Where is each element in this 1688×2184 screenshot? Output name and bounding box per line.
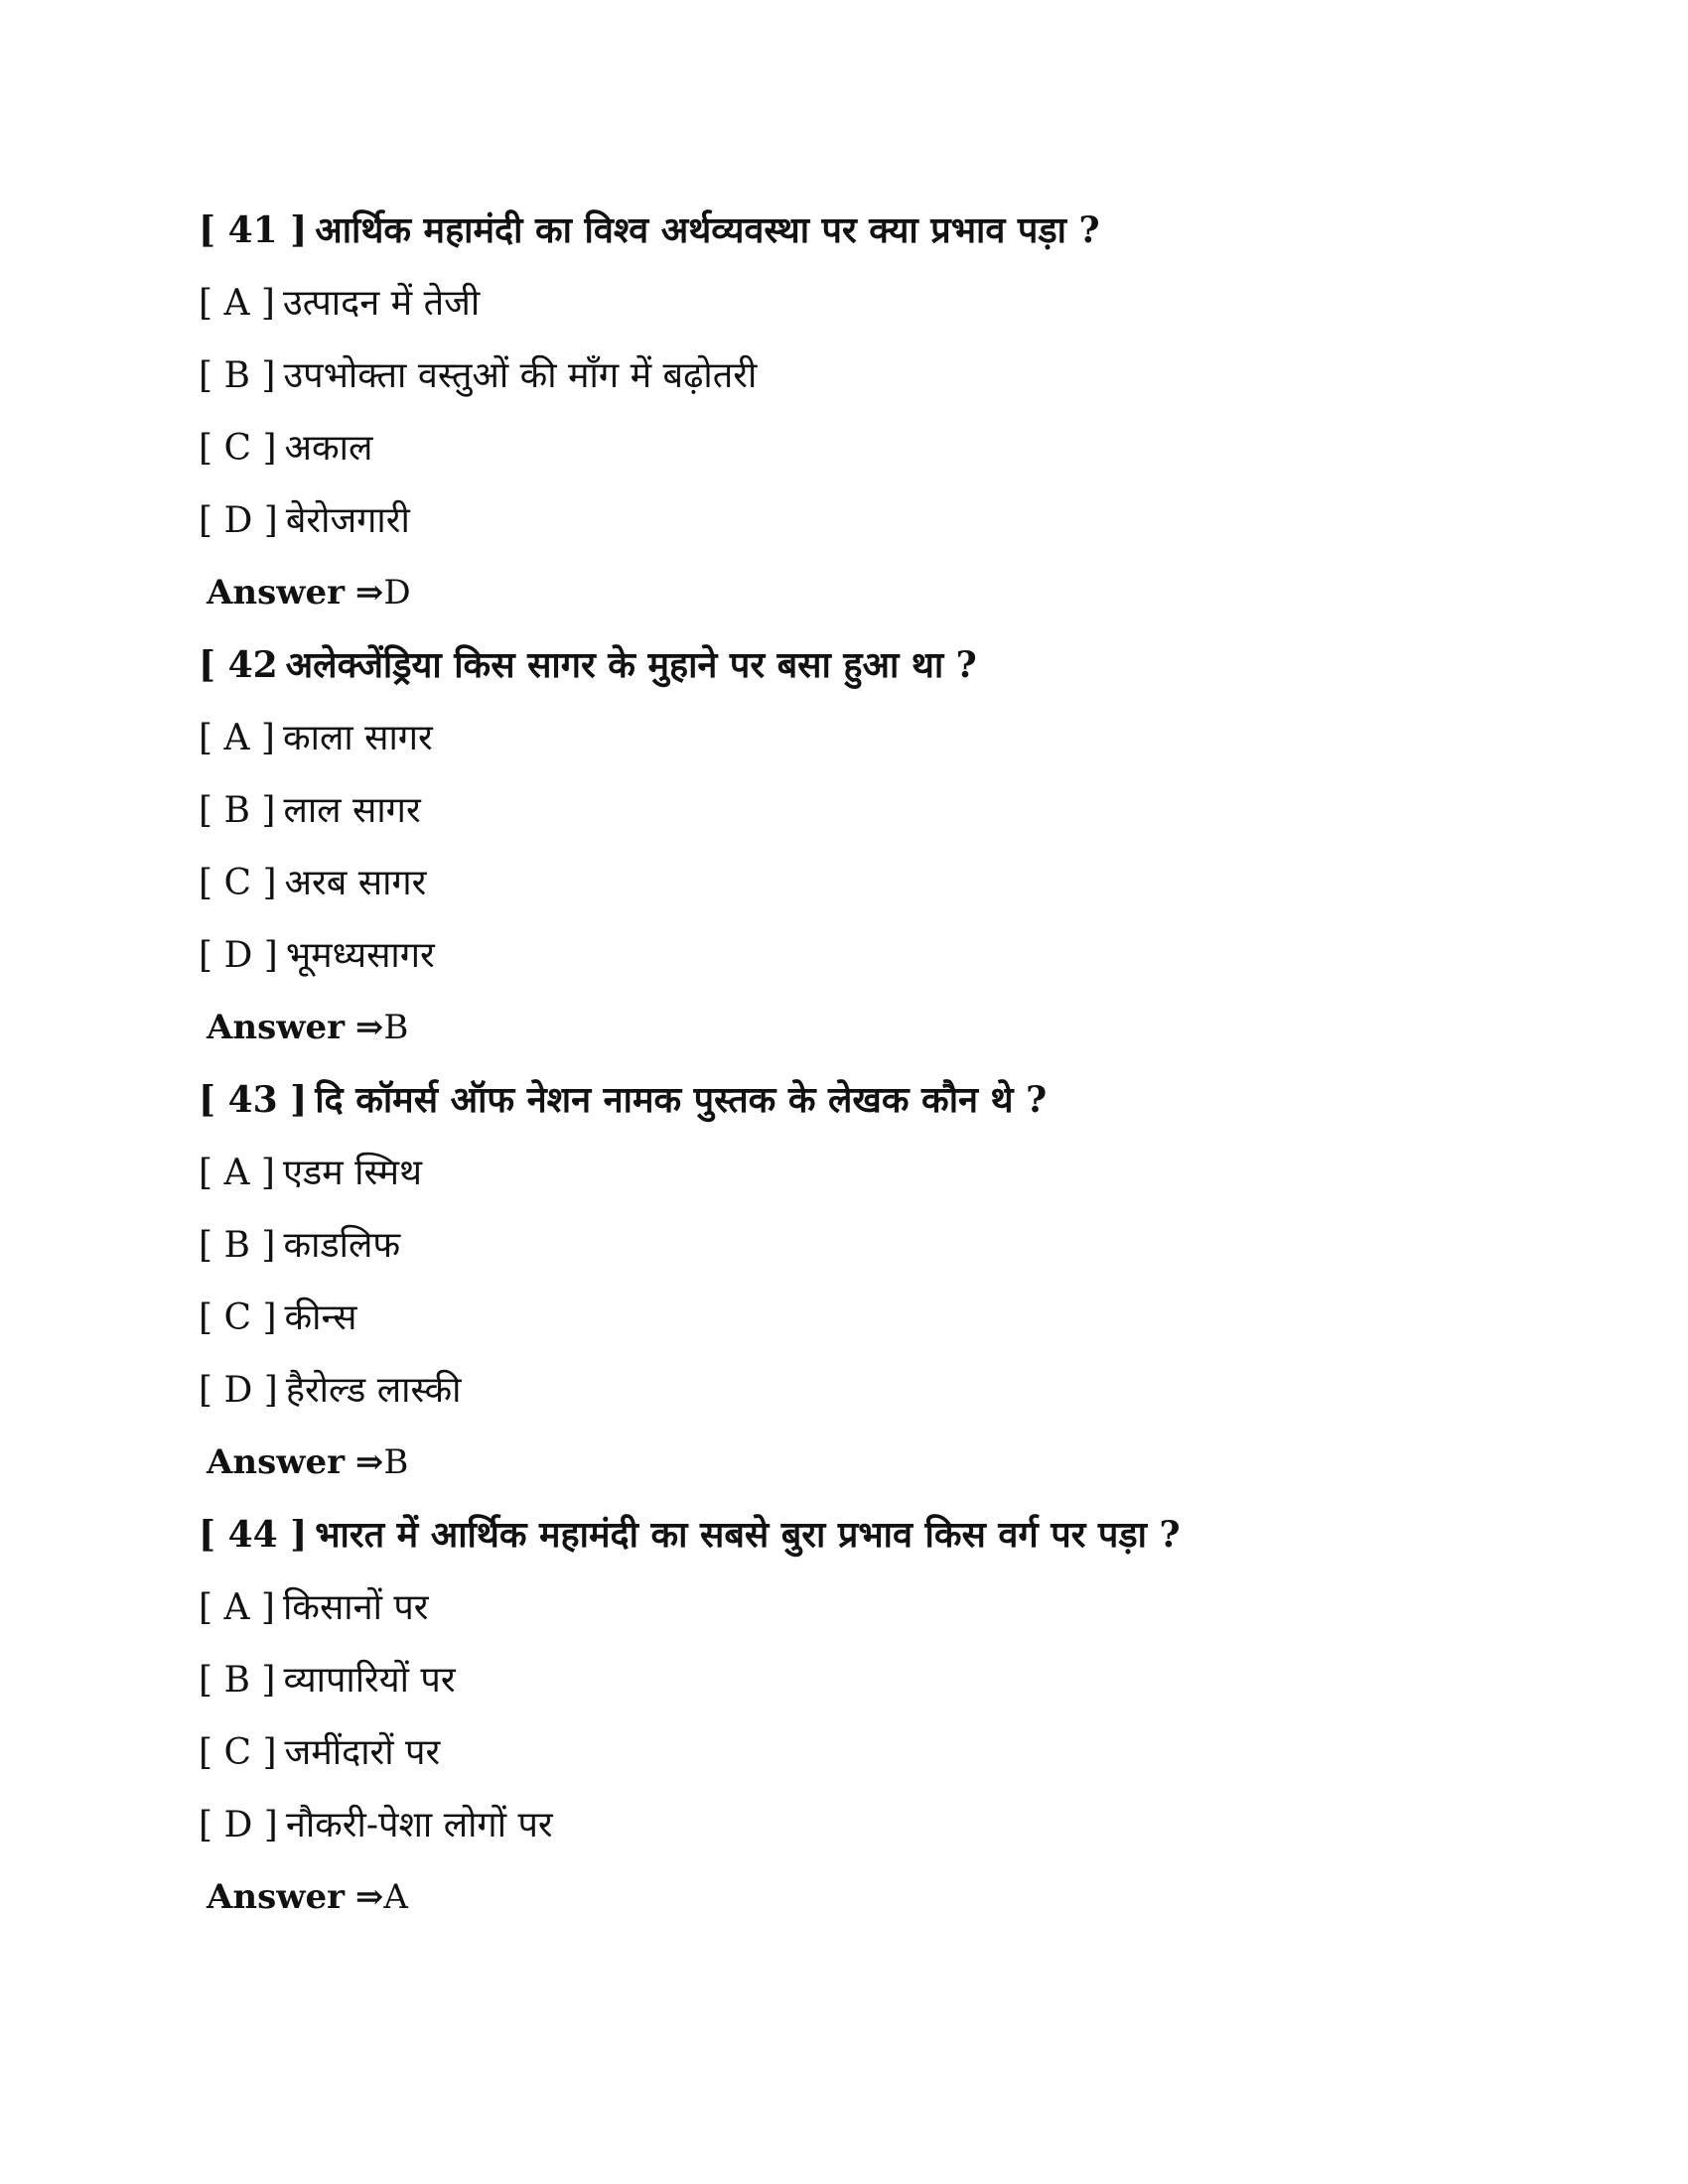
option-tag: [ C ]: [199, 428, 277, 469]
option-tag: [ C ]: [199, 863, 277, 903]
option-c: [199, 412, 1589, 484]
option-text: अरब सागर: [284, 863, 427, 903]
question-list: [199, 195, 1589, 1934]
option-d: [199, 919, 1589, 992]
option-a: [199, 702, 1589, 774]
option-tag: [ B ]: [199, 790, 276, 831]
question-number: [ 43 ]: [199, 1079, 308, 1121]
question-body: आर्थिक महामंदी का विश्व अर्थव्यवस्था पर क्या प्रभाव पड़ा ?: [315, 209, 1100, 251]
option-d: [199, 1354, 1589, 1427]
option-tag: [ C ]: [199, 1297, 277, 1338]
answer-value: D: [383, 573, 411, 613]
answer-line: [199, 1427, 1589, 1499]
option-text: लाल सागर: [283, 790, 421, 831]
question-number: [ 44 ]: [199, 1514, 308, 1556]
answer-label: Answer: [207, 1877, 346, 1917]
option-tag: [ D ]: [199, 935, 278, 976]
question-42: [199, 629, 1589, 1064]
question-number: [ 42: [199, 644, 278, 686]
option-text: काला सागर: [282, 718, 433, 758]
option-text: हैरोल्ड लास्की: [285, 1370, 462, 1411]
option-text: नौकरी-पेशा लोगों पर: [285, 1805, 553, 1845]
answer-arrow-icon: ⇒: [354, 573, 384, 613]
answer-label: Answer: [207, 573, 346, 613]
answer-label: Answer: [207, 1442, 346, 1482]
option-tag: [ A ]: [199, 718, 275, 758]
option-text: एडम स्मिथ: [282, 1153, 422, 1193]
option-b: [199, 340, 1589, 412]
answer-arrow-icon: ⇒: [354, 1877, 384, 1917]
option-tag: [ D ]: [199, 1805, 278, 1845]
question-text: [199, 1499, 1589, 1571]
option-tag: [ A ]: [199, 1587, 275, 1628]
question-text: [199, 195, 1589, 267]
answer-line: [199, 1861, 1589, 1934]
option-text: उपभोक्ता वस्तुओं की माँग में बढ़ोतरी: [283, 355, 758, 396]
option-text: व्यापारियों पर: [283, 1660, 456, 1701]
question-body: दि कॉमर्स ऑफ नेशन नामक पुस्तक के लेखक कौन थे ?: [315, 1079, 1048, 1121]
option-tag: [ B ]: [199, 355, 276, 396]
option-text: बेरोजगारी: [285, 500, 410, 541]
question-text: [199, 1064, 1589, 1137]
answer-value: A: [383, 1877, 408, 1917]
option-tag: [ A ]: [199, 283, 275, 324]
question-body: भारत में आर्थिक महामंदी का सबसे बुरा प्रभाव किस वर्ग पर पड़ा ?: [315, 1514, 1181, 1556]
option-text: भूमध्यसागर: [285, 935, 435, 976]
option-d: [199, 1789, 1589, 1861]
option-b: [199, 1209, 1589, 1282]
option-text: अकाल: [284, 428, 373, 469]
answer-line: [199, 557, 1589, 629]
option-a: [199, 267, 1589, 340]
question-number: [ 41 ]: [199, 209, 308, 251]
option-text: जमींदारों पर: [284, 1732, 441, 1773]
option-text: काडलिफ: [283, 1225, 401, 1266]
answer-value: B: [383, 1442, 409, 1482]
answer-value: B: [383, 1008, 409, 1047]
answer-line: [199, 992, 1589, 1064]
option-text: किसानों पर: [282, 1587, 429, 1628]
option-a: [199, 1571, 1589, 1644]
option-text: कीन्स: [284, 1297, 357, 1338]
option-tag: [ D ]: [199, 1370, 278, 1411]
question-body: अलेक्जेंड्रिया किस सागर के मुहाने पर बसा हुआ था ?: [285, 644, 977, 686]
option-tag: [ C ]: [199, 1732, 277, 1773]
option-c: [199, 1282, 1589, 1354]
question-text: [199, 629, 1589, 702]
option-b: [199, 1644, 1589, 1716]
answer-arrow-icon: ⇒: [354, 1008, 384, 1047]
option-c: [199, 1716, 1589, 1789]
option-text: उत्पादन में तेजी: [282, 283, 481, 324]
option-c: [199, 847, 1589, 919]
option-tag: [ B ]: [199, 1225, 276, 1266]
answer-arrow-icon: ⇒: [354, 1442, 384, 1482]
question-44: [199, 1499, 1589, 1934]
option-a: [199, 1137, 1589, 1209]
question-43: [199, 1064, 1589, 1499]
answer-label: Answer: [207, 1008, 346, 1047]
question-41: [199, 195, 1589, 629]
option-tag: [ B ]: [199, 1660, 276, 1701]
option-tag: [ A ]: [199, 1153, 275, 1193]
option-d: [199, 484, 1589, 557]
option-tag: [ D ]: [199, 500, 278, 541]
option-b: [199, 774, 1589, 847]
